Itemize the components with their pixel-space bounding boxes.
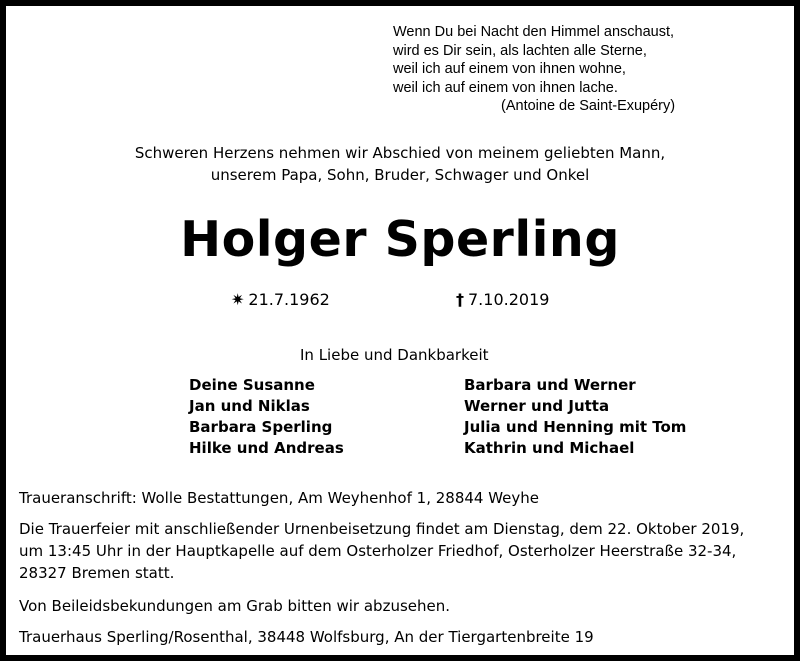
intro-text (6, 142, 794, 186)
thanks-line: In Liebe und Dankbarkeit (300, 346, 489, 364)
ceremony-line: um 13:45 Uhr in der Hauptkapelle auf dem Osterholzer Friedhof, Osterholzer Heerstraße 32-34, (19, 542, 737, 560)
poem-author: (Antoine de Saint-Exupéry) (501, 98, 676, 114)
funeral-address: Traueranschrift: Wolle Bestattungen, Am Weyhenhof 1, 28844 Weyhe (19, 489, 540, 507)
poem-line: wird es Dir sein, als lachten alle Sterne, (393, 42, 647, 59)
poem-line: weil ich auf einem von ihnen lache. (393, 79, 618, 96)
ceremony-details (19, 518, 789, 584)
family-list-right (464, 375, 686, 459)
poem-line: Wenn Du bei Nacht den Himmel anschaust, (393, 24, 675, 40)
deceased-name: Holger Sperling (180, 211, 620, 268)
family-member: Hilke und Andreas (189, 439, 344, 457)
family-member: Barbara Sperling (189, 418, 333, 436)
condolences-note: Von Beileidsbekundungen am Grab bitten wir abzusehen. (19, 597, 451, 615)
family-member: Deine Susanne (189, 376, 315, 394)
cross-icon: † (456, 290, 464, 309)
family-member: Barbara und Werner (464, 376, 636, 394)
family-member: Jan und Niklas (189, 397, 310, 415)
family-member: Kathrin und Michael (464, 439, 635, 457)
birth-date-block (231, 289, 330, 311)
ceremony-line: 28327 Bremen statt. (19, 564, 175, 582)
death-date-block (456, 289, 549, 311)
birth-date: 21.7.1962 (248, 290, 330, 309)
family-list-left (189, 375, 344, 459)
poem (393, 23, 733, 116)
intro-line: Schweren Herzens nehmen wir Abschied von meinem geliebten Mann, (134, 144, 666, 162)
ceremony-line: Die Trauerfeier mit anschließender Urnenbeisetzung findet am Dienstag, dem 22. Oktober 2019, (19, 520, 745, 538)
family-member: Werner und Jutta (464, 397, 610, 415)
mourning-house-address: Trauerhaus Sperling/Rosenthal, 38448 Wolfsburg, An der Tiergartenbreite 19 (19, 628, 594, 646)
death-date: 7.10.2019 (468, 290, 550, 309)
intro-line: unserem Papa, Sohn, Bruder, Schwager und Onkel (210, 166, 590, 184)
poem-line: weil ich auf einem von ihnen wohne, (393, 61, 626, 77)
star-icon: ✷ (231, 290, 245, 309)
family-member: Julia und Henning mit Tom (464, 418, 687, 436)
